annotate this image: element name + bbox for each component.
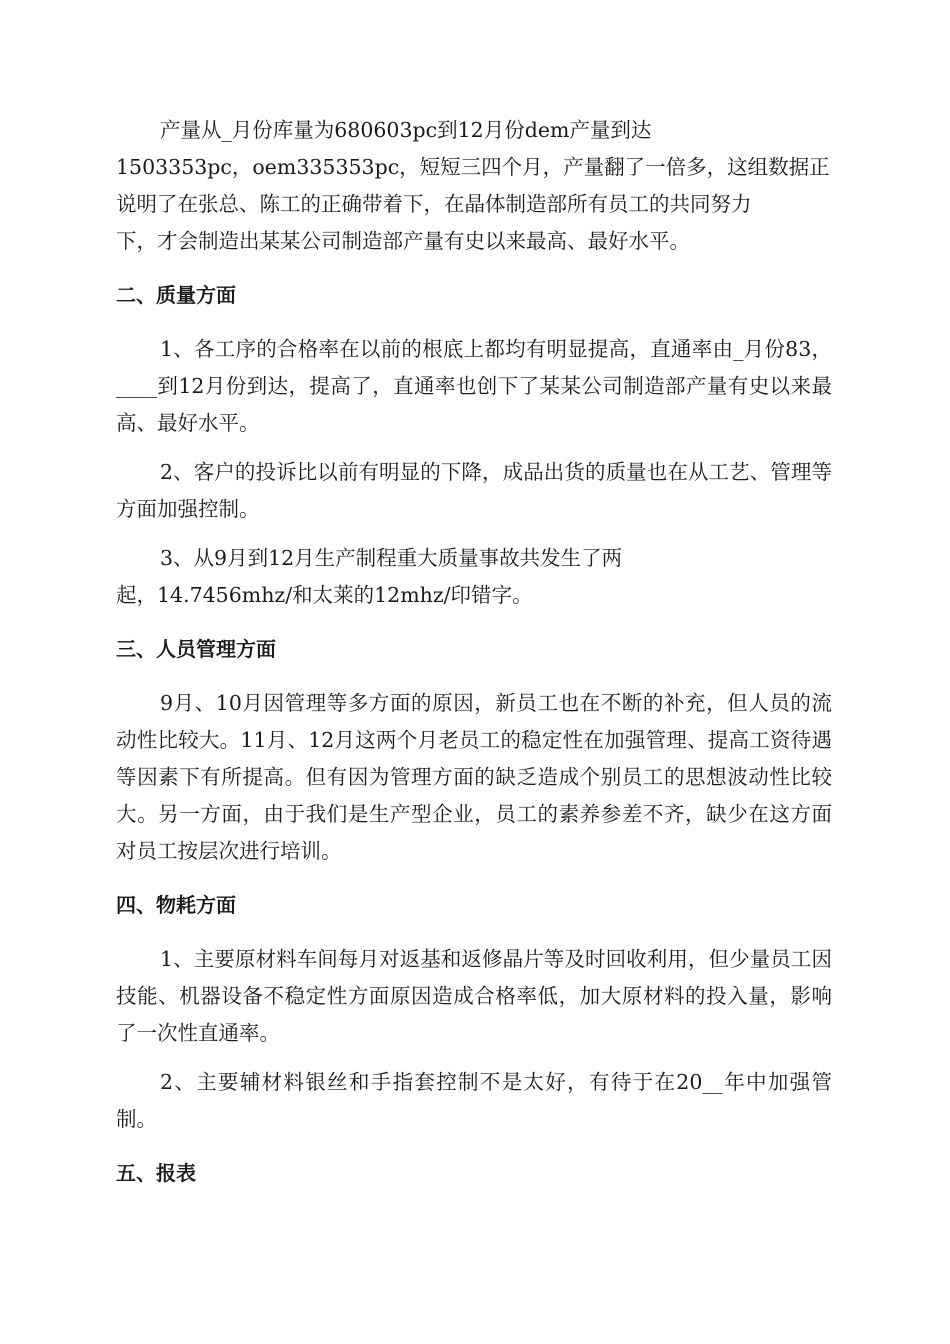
quality-item-3-line-1: 3、从9月到12月生产制程重大质量事故共发生了两 — [160, 546, 623, 570]
materials-item-1: 1、主要原材料车间每月对返基和返修晶片等及时回收利用，但少量员工因技能、机器设备不稳定性方面原因造成合格率低，加大原材料的投入量，影响了一次性直通率。 — [116, 947, 832, 1045]
intro-line-4: 下，才会制造出某某公司制造部产量有史以来最高、最好水平。 — [116, 229, 690, 253]
quality-item-3-line-2: 起，14.7456mhz/和太莱的12mhz/印错字。 — [116, 583, 533, 607]
section-heading-materials: 四、物耗方面 — [116, 893, 236, 917]
intro-line-1: 产量从_月份库量为680603pc到12月份dem产量到达 — [160, 118, 652, 142]
quality-item-3 — [116, 540, 832, 614]
personnel-paragraph: 9月、10月因管理等多方面的原因，新员工也在不断的补充，但人员的流动性比较大。11月、12月这两个月老员工的稳定性在加强管理、提高工资待遇等因素下有所提高。但有因为管理方面的缺乏造成个别员工的思想波动性比较大。另一方面，由于我们是生产型企业，员工的素养参差不齐，缺少在这方面对员工按层次进行培训。 — [116, 691, 832, 863]
section-heading-reports: 五、报表 — [116, 1161, 196, 1185]
materials-item-2: 2、主要辅材料银丝和手指套控制不是太好，有待于在20__年中加强管制。 — [116, 1070, 832, 1131]
quality-item-1: 1、各工序的合格率在以前的根底上都均有明显提高，直通率由_月份83，____到12月份到达，提高了，直通率也创下了某某公司制造部产量有史以来最高、最好水平。 — [116, 337, 832, 435]
document-page — [116, 112, 832, 1192]
intro-paragraph — [116, 112, 832, 260]
section-heading-quality: 二、质量方面 — [116, 283, 236, 307]
section-heading-personnel: 三、人员管理方面 — [116, 637, 276, 661]
intro-line-3: 说明了在张总、陈工的正确带着下，在晶体制造部所有员工的共同努力 — [116, 192, 752, 216]
quality-item-2: 2、客户的投诉比以前有明显的下降，成品出货的质量也在从工艺、管理等方面加强控制。 — [116, 460, 832, 521]
intro-line-2: 1503353pc，oem335353pc，短短三四个月，产量翻了一倍多，这组数据正 — [116, 155, 830, 179]
